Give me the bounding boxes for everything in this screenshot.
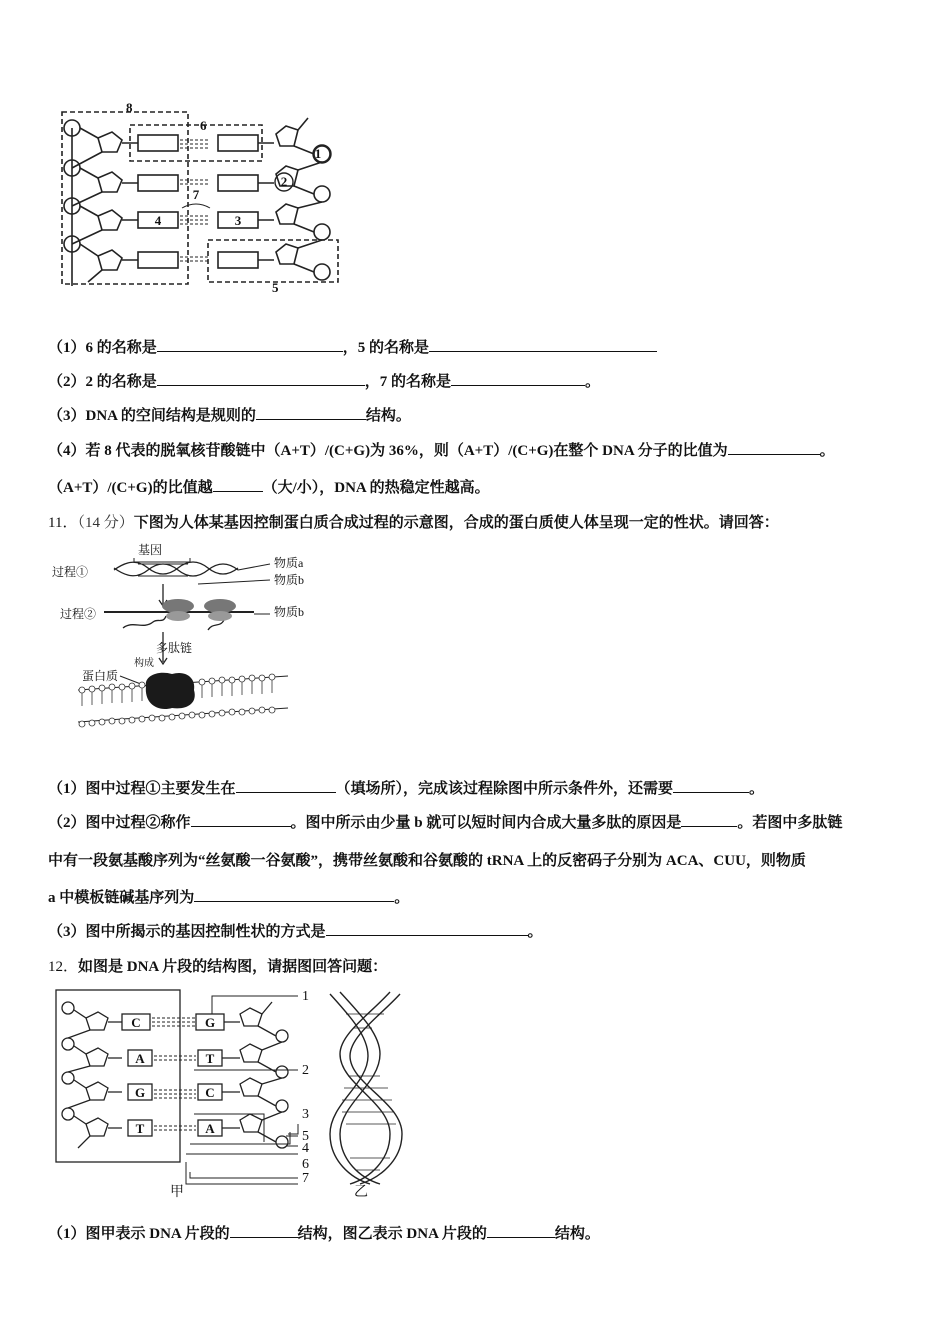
dna-fragment-figure bbox=[50, 984, 430, 1200]
q10-line-2: （2）2 的名称是 ，7 的名称是 。 bbox=[48, 370, 600, 391]
answer-blank[interactable] bbox=[230, 1223, 298, 1238]
answer-blank[interactable] bbox=[728, 440, 820, 455]
matter-b-label: 物质b bbox=[274, 573, 305, 587]
answer-blank[interactable] bbox=[326, 921, 528, 936]
label-5: 5 bbox=[272, 280, 279, 295]
yi-label: 乙 bbox=[354, 1185, 368, 1200]
polypeptide-label: 多肽链 bbox=[156, 641, 193, 655]
label-4: 4 bbox=[154, 213, 162, 228]
answer-blank[interactable] bbox=[191, 812, 291, 827]
q11-line-4: a 中模板链碱基序列为 。 bbox=[48, 886, 409, 907]
protein-blob bbox=[146, 673, 195, 709]
label-1: 1 bbox=[314, 146, 322, 161]
answer-blank[interactable] bbox=[451, 371, 585, 386]
q12-line-1: （1）图甲表示 DNA 片段的 结构，图乙表示 DNA 片段的 结构。 bbox=[48, 1222, 600, 1243]
label-2: 2 bbox=[280, 174, 288, 189]
answer-blank[interactable] bbox=[157, 337, 343, 352]
base-left: A bbox=[135, 1051, 145, 1066]
ribosome bbox=[204, 599, 236, 613]
process-2-label: 过程② bbox=[60, 607, 97, 621]
gene-expression-figure bbox=[48, 540, 338, 740]
q12-stem: 12．如图是 DNA 片段的结构图，请据图回答问题： bbox=[48, 959, 388, 975]
answer-blank[interactable] bbox=[487, 1223, 555, 1238]
matter-a-label: 物质a bbox=[274, 556, 304, 570]
answer-blank[interactable] bbox=[213, 477, 263, 492]
q11-stem: 11．（14 分）下图为人体某基因控制蛋白质合成过程的示意图，合成的蛋白质使人体呈现一定的性状。请回答： bbox=[48, 515, 779, 531]
q11-line-1: （1）图中过程①主要发生在 （填场所），完成该过程除图中所示条件外，还需要 。 bbox=[48, 777, 764, 798]
q11-line-2: （2）图中过程②称作 。图中所示由少量 b 就可以短时间内合成大量多肽的原因是 。若图中多肽链 bbox=[48, 811, 842, 832]
answer-blank[interactable] bbox=[157, 371, 365, 386]
q10-line-1: （1）6 的名称是 ，5 的名称是 bbox=[48, 336, 657, 357]
label-8: 8 bbox=[126, 100, 133, 115]
q10-line-4: （4）若 8 代表的脱氧核苷酸链中（A+T）/(C+G)为 36%，则（A+T）/(C+G)在整个 DNA 分子的比值为 。 bbox=[48, 439, 835, 460]
box-6 bbox=[130, 125, 262, 161]
label-3: 3 bbox=[234, 213, 242, 228]
box-8 bbox=[62, 112, 188, 284]
number-label-7: 7 bbox=[302, 1171, 309, 1186]
number-label-3: 3 bbox=[302, 1107, 309, 1122]
answer-blank[interactable] bbox=[681, 812, 737, 827]
number-label-2: 2 bbox=[302, 1063, 309, 1078]
gene-label: 基因 bbox=[138, 543, 163, 557]
base-left: G bbox=[134, 1085, 146, 1100]
q11-line-5: （3）图中所揭示的基因控制性状的方式是 。 bbox=[48, 920, 543, 941]
process-1-label: 过程① bbox=[52, 565, 89, 579]
base-right: A bbox=[205, 1121, 215, 1136]
base-right: C bbox=[205, 1085, 215, 1100]
answer-blank[interactable] bbox=[256, 405, 366, 420]
protein-label: 蛋白质 bbox=[82, 669, 119, 683]
base-right: T bbox=[205, 1051, 215, 1066]
answer-blank[interactable] bbox=[673, 778, 749, 793]
q10-line-3: （3）DNA 的空间结构是规则的 结构。 bbox=[48, 404, 411, 425]
answer-blank[interactable] bbox=[236, 778, 336, 793]
answer-blank[interactable] bbox=[194, 887, 394, 902]
matter-b-label: 物质b bbox=[274, 605, 305, 619]
jia-label: 甲 bbox=[170, 1185, 184, 1200]
label-6: 6 bbox=[200, 118, 207, 133]
ribosome bbox=[162, 599, 194, 613]
q10-line-5: （A+T）/(C+G)的比值越 （大/小），DNA 的热稳定性越高。 bbox=[48, 476, 490, 497]
dna-structure-figure-1 bbox=[50, 100, 350, 296]
number-label-1: 1 bbox=[302, 989, 309, 1004]
box-5 bbox=[208, 240, 338, 282]
label-7: 7 bbox=[192, 187, 200, 202]
number-label-6: 6 bbox=[302, 1157, 309, 1172]
number-label-4: 4 bbox=[302, 1141, 309, 1156]
base-left: C bbox=[131, 1015, 141, 1030]
base-left: T bbox=[135, 1121, 145, 1136]
answer-blank[interactable] bbox=[429, 337, 657, 352]
jia-frame bbox=[56, 990, 180, 1162]
q11-line-3: 中有一段氨基酸序列为“丝氨酸一谷氨酸”，携带丝氨酸和谷氨酸的 tRNA 上的反密码子分别为 ACA、CUU，则物质 bbox=[48, 853, 806, 869]
number-label-5: 5 bbox=[302, 1129, 309, 1144]
compose-label: 构成 bbox=[134, 658, 154, 669]
base-right: G bbox=[204, 1015, 216, 1030]
